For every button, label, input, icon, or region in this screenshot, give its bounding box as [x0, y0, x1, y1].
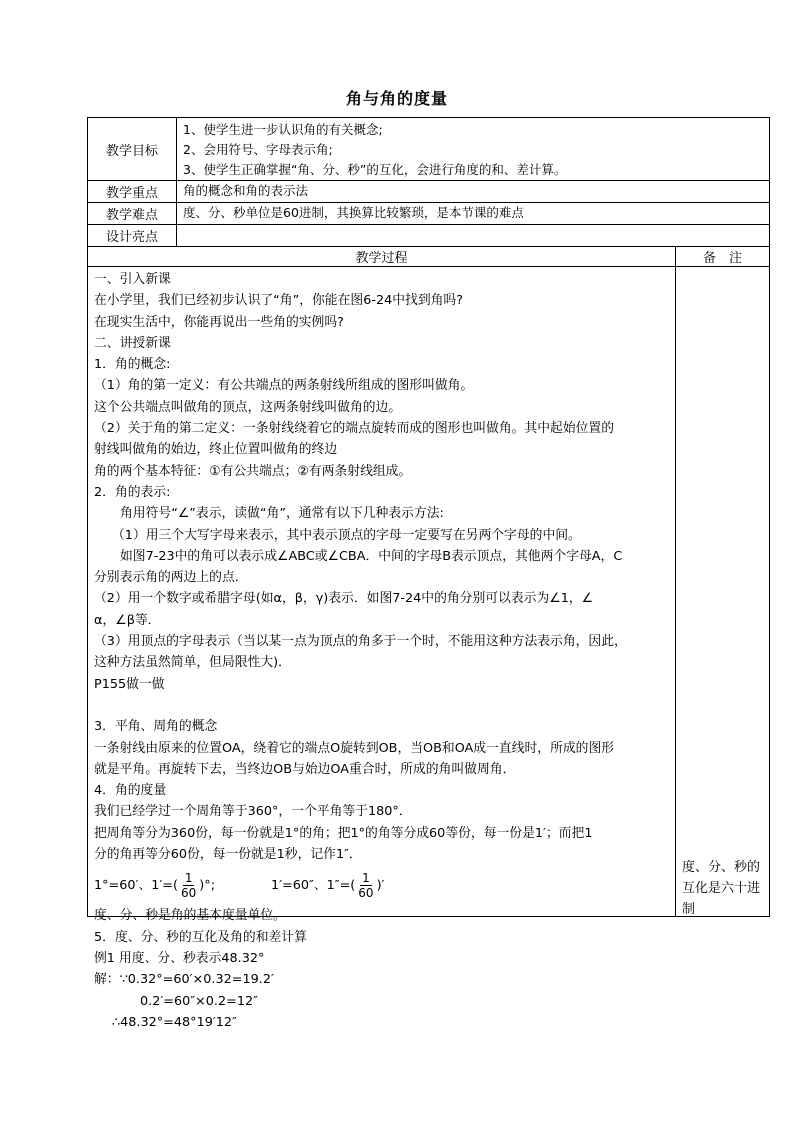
text-line: 这个公共端点叫做角的顶点，这两条射线叫做角的边。: [94, 399, 402, 415]
row-difficulties: [87, 203, 770, 225]
text-line: 把周角等分为360份，每一份就是1°的角；把1°的角等分成60等份，每一份是1′；而把1: [94, 825, 593, 841]
text-line: 这种方法虽然简单，但局限性大)．: [94, 655, 291, 671]
text-line: 在小学里，我们已经初步认识了“角”，你能在图6-24中找到角吗?: [94, 293, 464, 309]
row-key-points: [87, 181, 770, 203]
text-line: （2）关于角的第二定义：一条射线绕着它的端点旋转而成的图形也叫做角。其中起始位置的: [94, 421, 615, 437]
notes-header: 备 注: [702, 251, 742, 266]
formula-part: 1°=60′、1′=(: [94, 877, 179, 893]
process-header: 教学过程: [88, 247, 676, 266]
example-line: 例1 用度、分、秒表示48.32°: [94, 950, 265, 966]
note-text: 度、分、秒的互化是六十进制: [682, 860, 761, 917]
document-title: 角与角的度量: [345, 89, 448, 108]
text-line: （2）用一个数字或希腊字母(如α，β，γ)表示．如图7-24中的角分别可以表示为∠1，∠: [94, 591, 594, 607]
row-label: 教学目标: [88, 118, 177, 180]
key-point-text: 角的概念和角的表示法: [183, 183, 309, 198]
fraction: [179, 871, 198, 900]
formula-part: )′: [376, 877, 385, 893]
text-line: （1）角的第一定义：有公共端点的两条射线所组成的图形叫做角。: [94, 378, 474, 394]
subsection-heading: 4．角的度量: [94, 783, 167, 799]
formula-part: )°;: [199, 877, 215, 893]
row-highlights: [87, 225, 770, 247]
section-heading: 一、引入新课: [94, 272, 171, 287]
fraction-denominator: 60: [181, 885, 197, 900]
goal-line: 3、使学生正确掌握“角、分、秒”的互化，会进行角度的和、差计算。: [183, 162, 567, 177]
subsection-heading: 2．角的表示:: [94, 484, 171, 500]
text-line: 在现实生活中，你能再说出一些角的实例吗?: [94, 314, 344, 330]
text-line: 就是平角。再旋转下去，当终边OB与始边OA重合时，所成的角叫做周角．: [94, 761, 516, 777]
text-line: 度、分、秒是角的基本度量单位。: [94, 908, 286, 924]
fraction-denominator: 60: [358, 885, 374, 900]
row-content: [177, 181, 769, 202]
row-label: 教学重点: [88, 181, 177, 202]
formula-part: 1′=60″、1″=(: [271, 877, 356, 893]
text-line: 角用符号“∠”表示，读做“角”，通常有以下几种表示方法:: [120, 506, 444, 522]
fraction-numerator: 1: [362, 870, 370, 885]
fraction: [356, 871, 375, 900]
text-line: 分的角再等分60份，每一份就是1秒，记作1″．: [94, 847, 362, 863]
text-line: 射线叫做角的始边，终止位置叫做角的终边: [94, 442, 338, 458]
process-header-row: [87, 247, 770, 267]
text-line: （1）用三个大写字母来表示，其中表示顶点的字母一定要写在另两个字母的中间。: [112, 527, 581, 543]
row-content: [177, 225, 769, 246]
text-line: 一条射线由原来的位置OA，绕着它的端点O旋转到OB，当OB和OA成一直线时，所成的图形: [94, 740, 615, 756]
lesson-table: [87, 117, 770, 1030]
text-line: 分别表示角的两边上的点．: [94, 570, 248, 586]
row-content: [177, 203, 769, 224]
text-line: 我们已经学过一个周角等于360°，一个平角等于180°．: [94, 804, 412, 820]
subsection-heading: 5．度、分、秒的互化及角的和差计算: [94, 929, 307, 945]
row-label: 教学难点: [88, 203, 177, 224]
text-line: α，∠β等．: [94, 612, 161, 628]
blank-line: [94, 695, 669, 716]
row-label: 设计亮点: [88, 225, 177, 246]
text-line: （3）用顶点的字母表示（当以某一点为顶点的角多于一个时，不能用这种方法表示角，因此，: [94, 634, 627, 650]
section-heading: 二、讲授新课: [94, 335, 171, 351]
notes-column: [676, 267, 769, 916]
row-content: [177, 118, 769, 180]
difficulty-text: 度、分、秒单位是60进制，其换算比较繁琐，是本节课的难点: [183, 205, 524, 220]
subsection-heading: 3．平角、周角的概念: [94, 719, 218, 735]
row-teaching-goals: [87, 117, 770, 181]
solution-line: 0.2′=60″×0.2=12″: [140, 993, 258, 1009]
text-line: 如图7-23中的角可以表示成∠ABC或∠CBA．中间的字母B表示顶点，其他两个字母A，C: [120, 548, 623, 564]
conversion-formula: [94, 865, 669, 905]
solution-line: 解：∵0.32°=60′×0.32=19.2′: [94, 972, 274, 988]
text-line: 角的两个基本特征：①有公共端点；②有两条射线组成。: [94, 463, 412, 479]
subsection-heading: 1．角的概念:: [94, 357, 171, 373]
goal-line: 2、会用符号、字母表示角;: [183, 142, 333, 157]
text-line: P155做一做: [94, 676, 165, 692]
process-content: [88, 267, 676, 1030]
process-body-row: [87, 267, 770, 1030]
solution-line: ∴48.32°=48°19′12″: [112, 1014, 237, 1030]
goal-line: 1、使学生进一步认识角的有关概念;: [183, 122, 383, 137]
fraction-numerator: 1: [184, 870, 193, 885]
